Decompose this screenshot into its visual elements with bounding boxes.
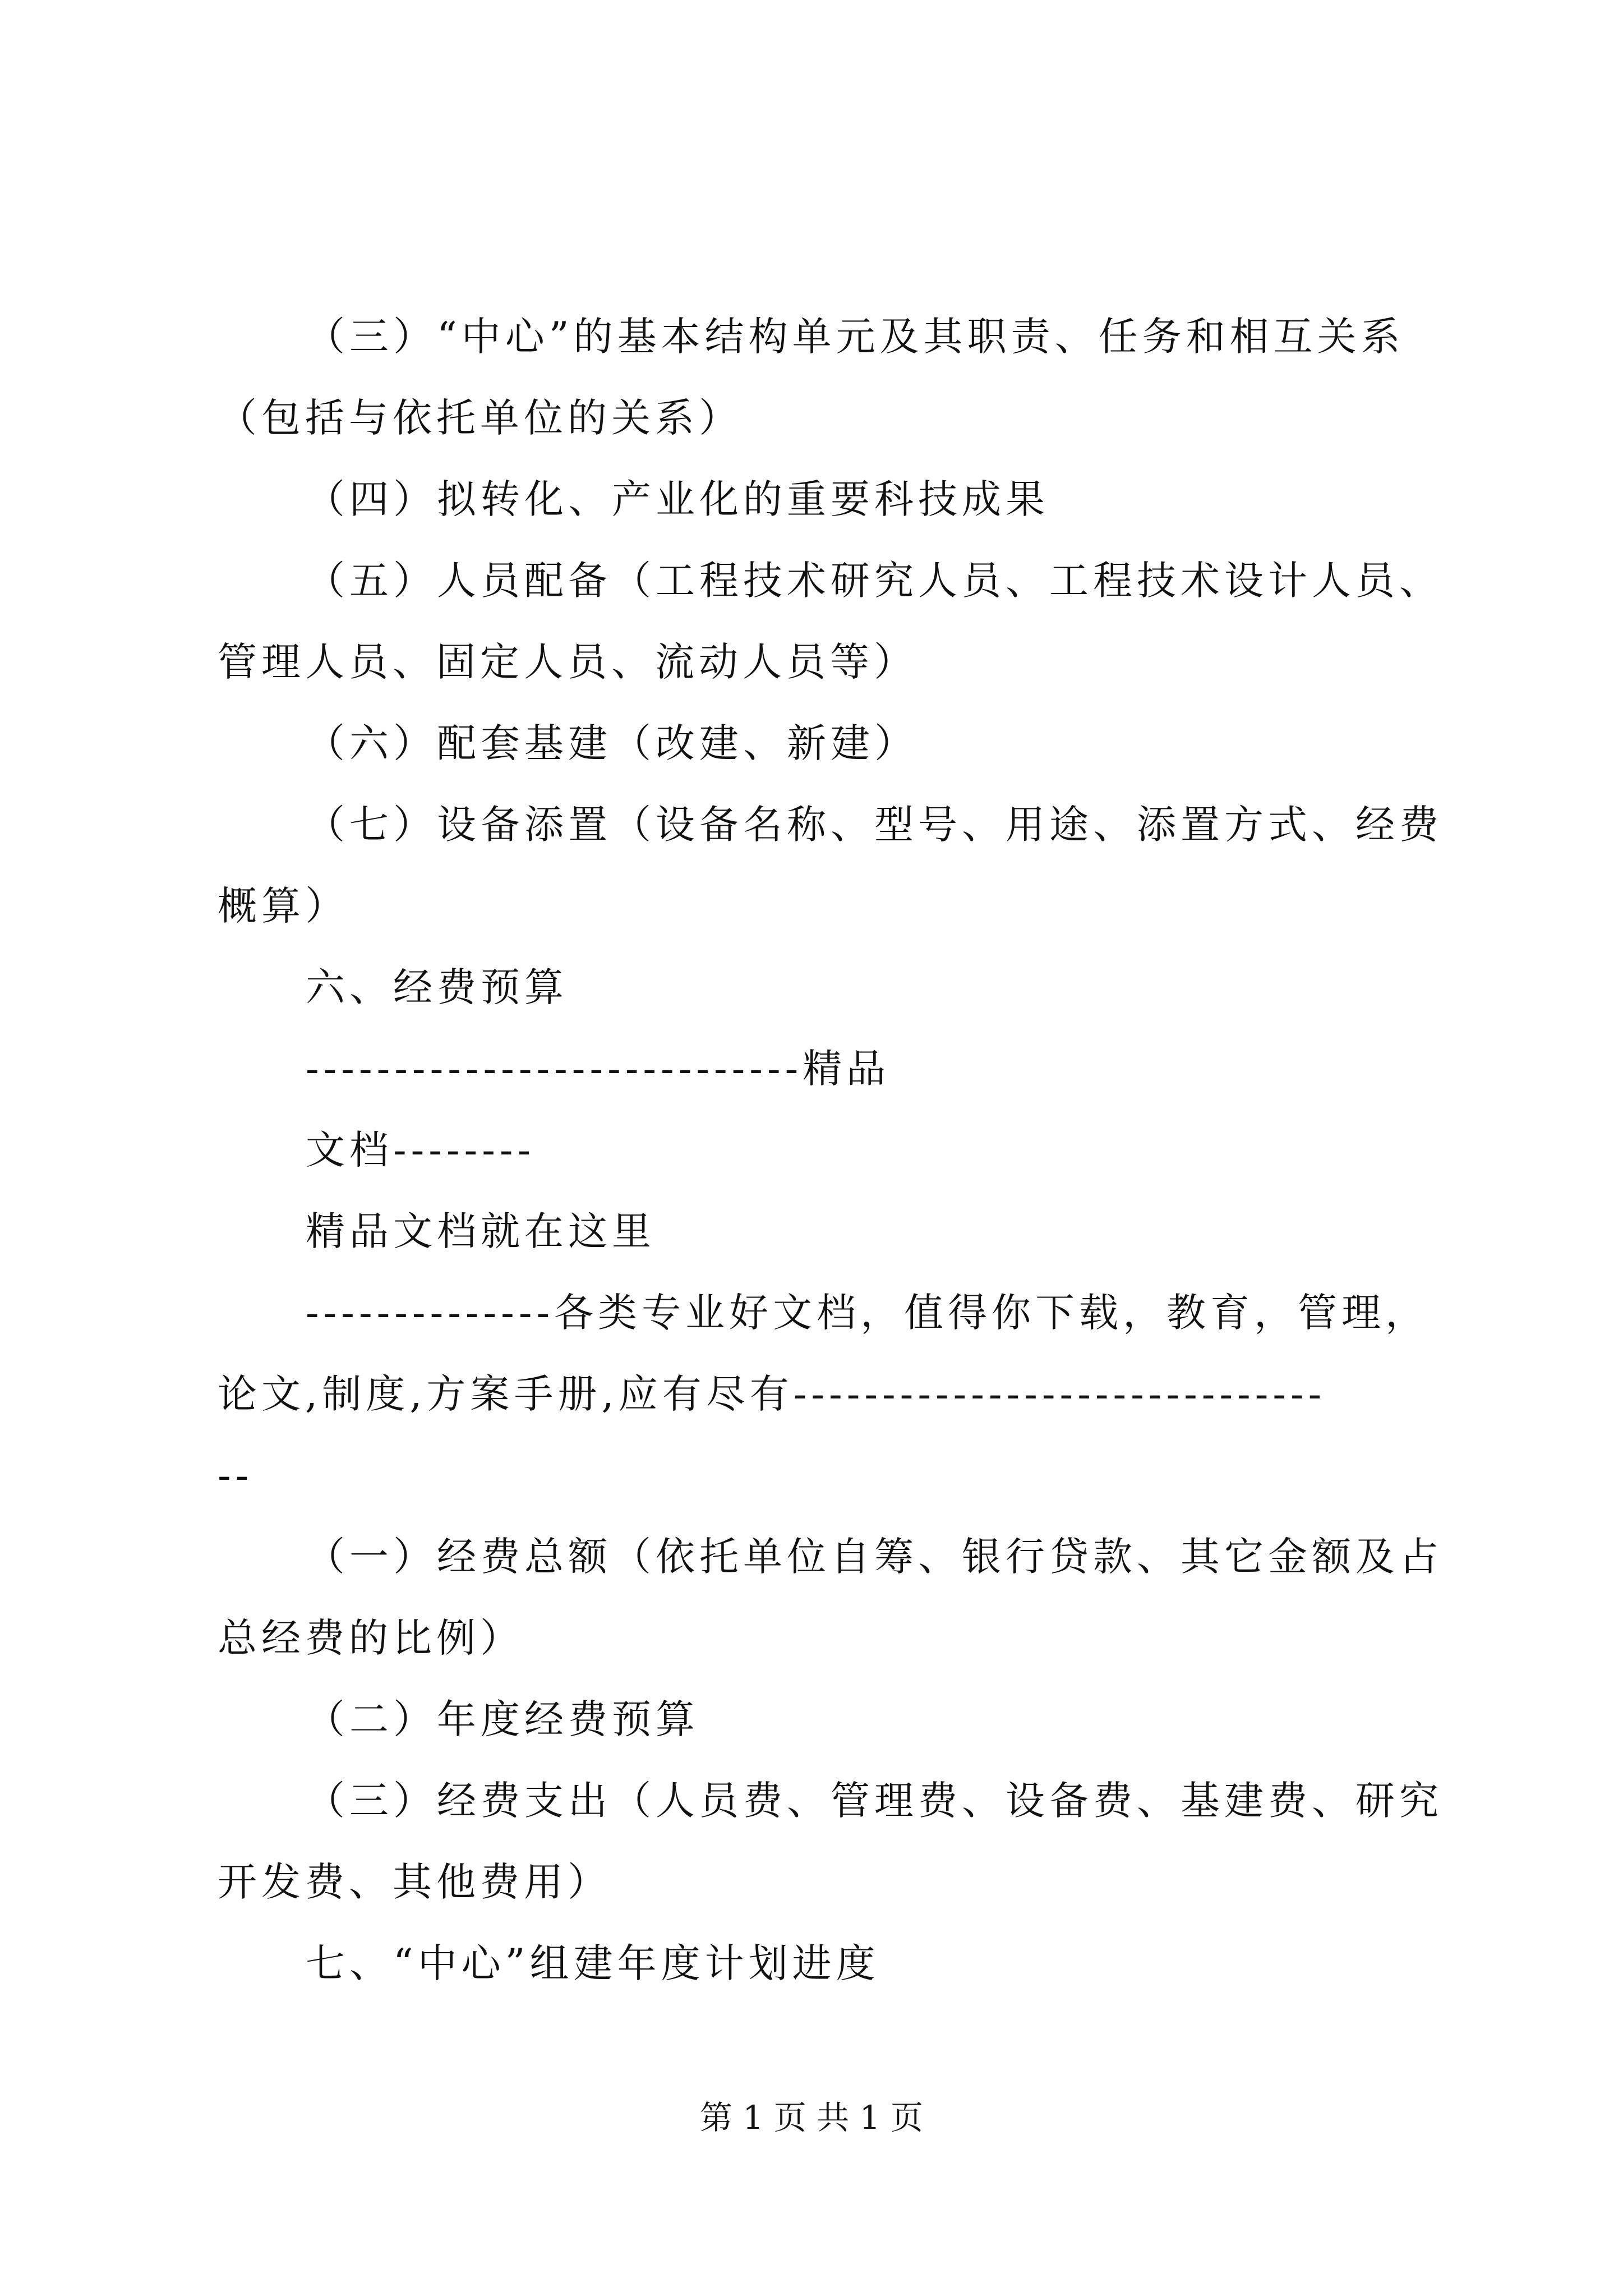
text-line: （三）经费支出（人员费、管理费、设备费、基建费、研究 (306, 1778, 1443, 1824)
text-line: （五）人员配备（工程技术研究人员、工程技术设计人员、 (306, 558, 1443, 604)
text-line: --------------各类专业好文档，值得你下载，教育，管理， (306, 1290, 1430, 1336)
text-line: ----------------------------精品 (306, 1046, 891, 1092)
page-footer: 第 1 页 共 1 页 (700, 2099, 923, 2137)
text-line: 概算） (218, 883, 349, 929)
text-line: （四）拟转化、产业化的重要科技成果 (306, 476, 1049, 522)
text-line: （三）“中心”的基本结构单元及其职责、任务和相互关系 (306, 314, 1405, 360)
text-line: 论文,制度,方案手册,应有尽有------------------------------ (218, 1371, 1326, 1417)
section-heading: 七、“中心”组建年度计划进度 (306, 1940, 880, 1986)
text-line: （七）设备添置（设备名称、型号、用途、添置方式、经费 (306, 802, 1443, 848)
section-heading: 六、经费预算 (306, 964, 568, 1010)
text-line: （包括与依托单位的关系） (218, 395, 743, 441)
text-line: （六）配套基建（改建、新建） (306, 720, 918, 766)
text-line: （一）经费总额（依托单位自筹、银行贷款、其它金额及占 (306, 1534, 1443, 1580)
text-line: （二）年度经费预算 (306, 1696, 699, 1742)
text-line: 文档-------- (306, 1127, 536, 1173)
text-line: -- (218, 1452, 253, 1498)
text-line: 管理人员、固定人员、流动人员等） (218, 639, 917, 685)
text-line: 总经费的比例） (218, 1615, 524, 1661)
text-line: 开发费、其他费用） (218, 1859, 611, 1905)
text-line: 精品文档就在这里 (306, 1208, 656, 1254)
